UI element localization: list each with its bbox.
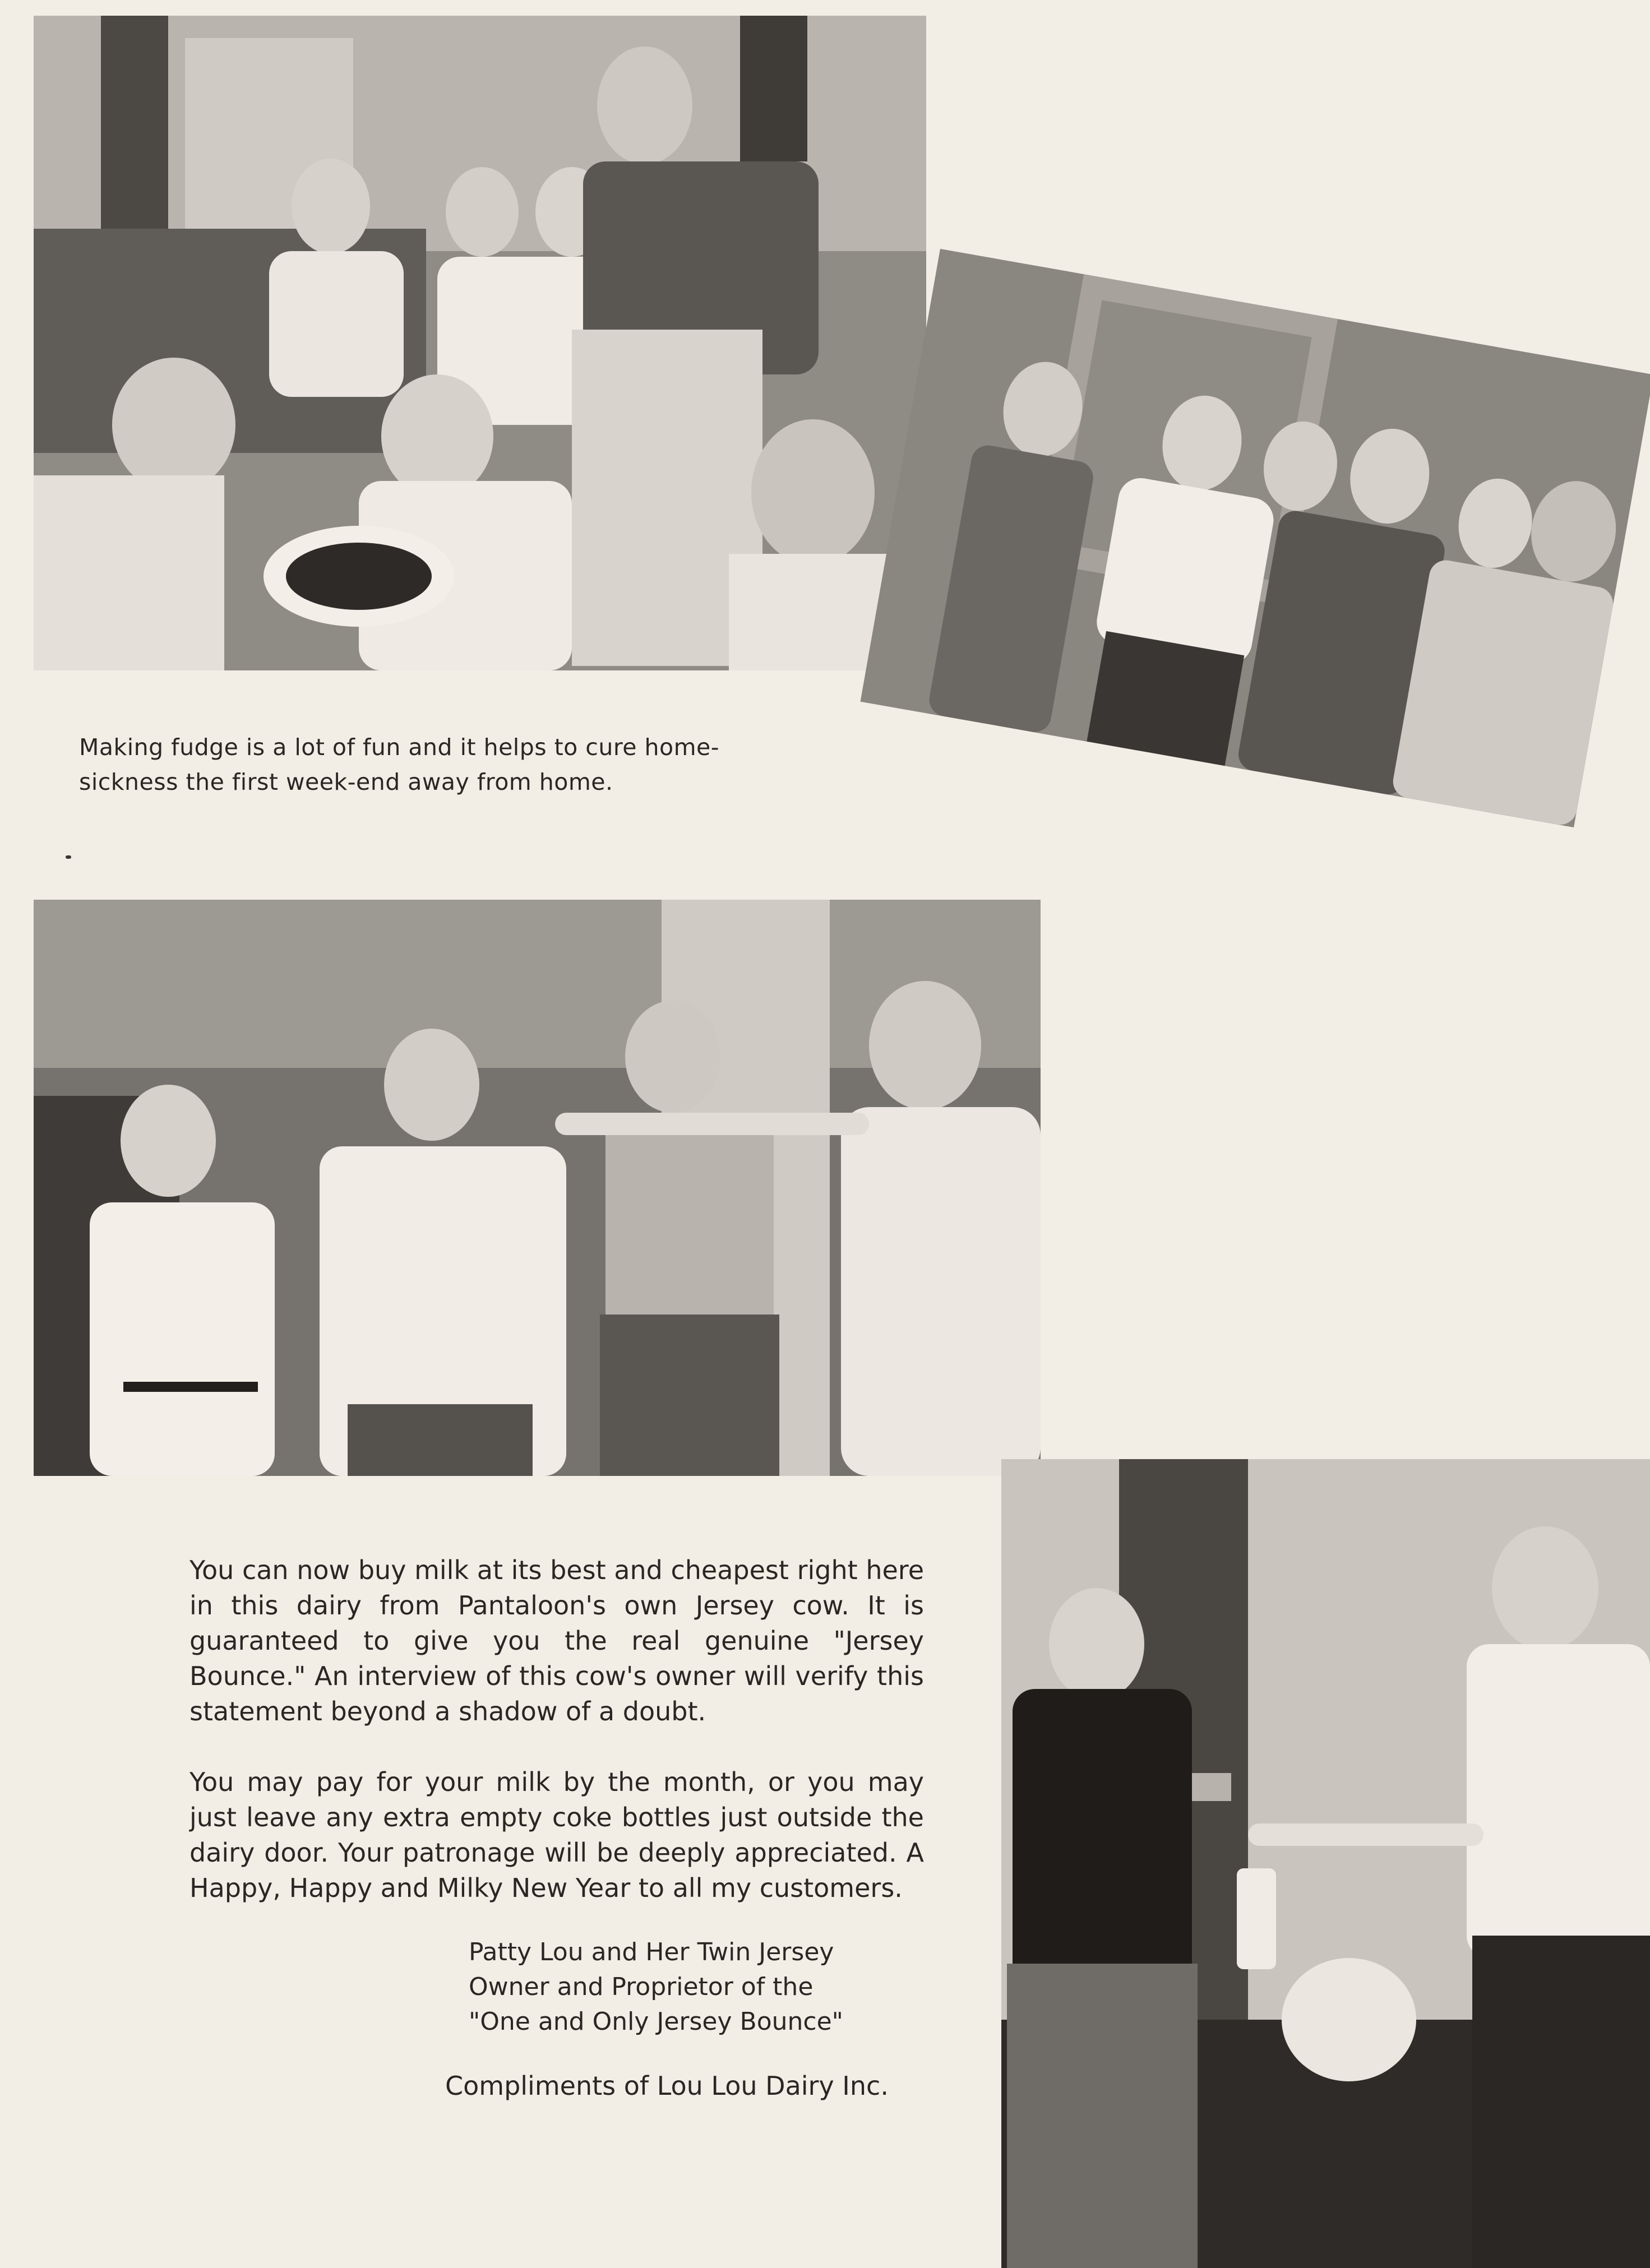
photo-girls-feeding-boy: [34, 900, 1041, 1476]
stray-mark: [66, 855, 71, 859]
compliments-line: Compliments of Lou Lou Dairy Inc.: [445, 2071, 889, 2101]
fudge-caption-line1: Making fudge is a lot of fun and it helps to cure home-: [79, 734, 720, 761]
fudge-caption-line2: sickness the first week-end away from home.: [79, 769, 613, 795]
signature-line-3: "One and Only Jersey Bounce": [469, 2007, 843, 2036]
dairy-advertisement: [190, 1553, 924, 1941]
signature-line-1: Patty Lou and Her Twin Jersey: [469, 1938, 834, 1966]
photo-boys-fudge: [34, 16, 926, 670]
signature-block: [469, 1935, 861, 2039]
advertisement-paragraph-2: You may pay for your milk by the month, or you may just leave any extra empty coke bottles just outside the dairy door. Your patronage will be deeply appreciated. A Happy, Happy and Milky New Year to all my customers.: [190, 1767, 924, 1903]
signature-line-2: Owner and Proprietor of the: [469, 1973, 814, 2001]
photo-girls-cow-pitcher: [1001, 1459, 1650, 2268]
photo-girls-hallway: [861, 249, 1650, 827]
advertisement-paragraph-1: You can now buy milk at its best and cheapest right here in this dairy from Pantaloon's own Jersey cow. It is guaranteed to give you the real genuine "Jersey Bounce." An interview of this cow's owner will verify this statement beyond a shadow of a doubt.: [190, 1555, 924, 1727]
fudge-caption: [79, 730, 842, 799]
